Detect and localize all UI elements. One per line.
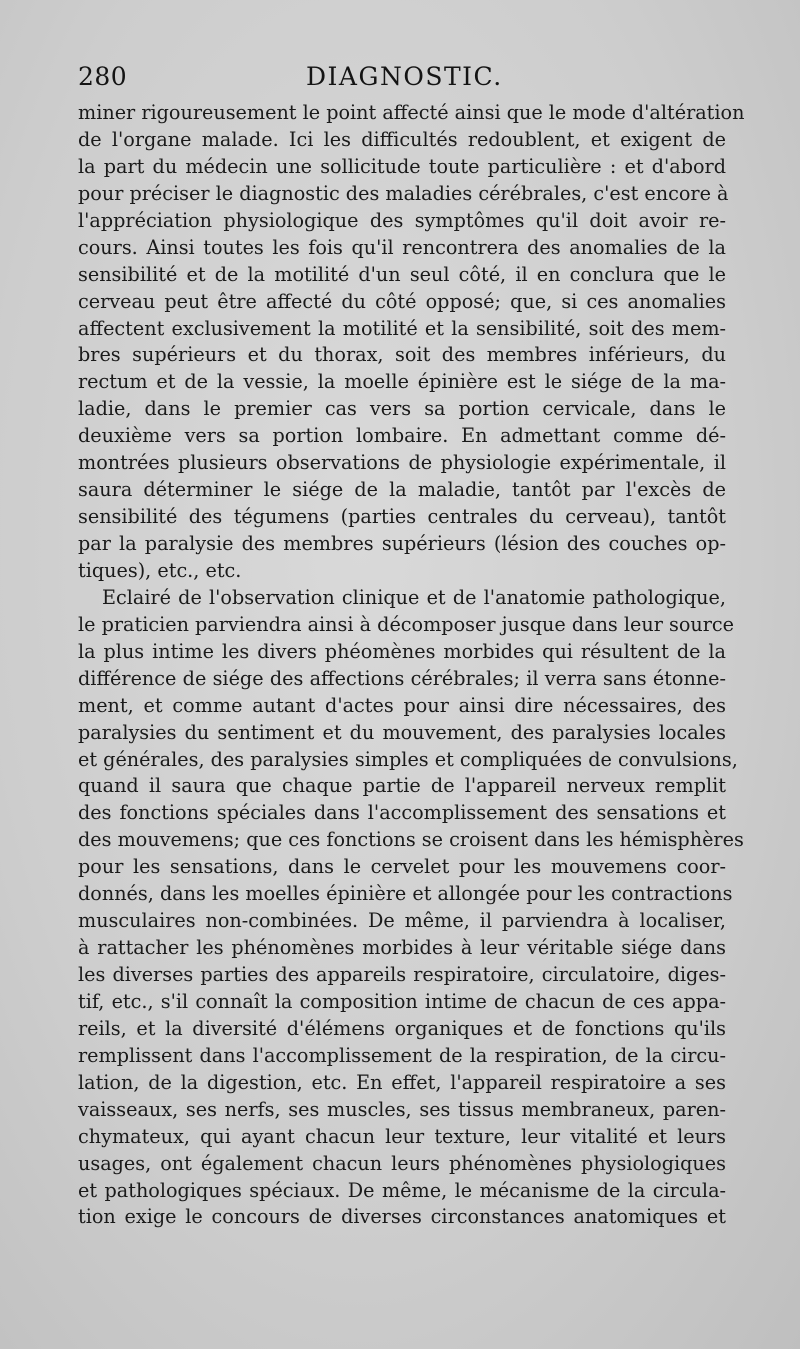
text-line: différence de siége des affections cérébrales; il verra sans étonne- xyxy=(78,666,726,690)
text-line: usages, ont également chacun leurs phénomènes physiologiques xyxy=(78,1151,726,1175)
text-line: de l'organe malade. Ici les difficultés redoublent, et exigent de xyxy=(78,127,726,151)
text-line: ladie, dans le premier cas vers sa portion cervicale, dans le xyxy=(78,397,726,421)
text-line: et pathologiques spéciaux. De même, le mécanisme de la circula- xyxy=(78,1178,726,1202)
text-line: des fonctions spéciales dans l'accomplissement des sensations et xyxy=(78,801,726,825)
text-line: sensibilité et de la motilité d'un seul côté, il en conclura que le xyxy=(78,262,726,286)
text-line: les diverses parties des appareils respiratoire, circulatoire, diges- xyxy=(78,963,726,986)
text-line: et générales, des paralysies simples et compliquées de convulsions, xyxy=(78,747,738,771)
text-line: montrées plusieurs observations de physiologie expérimentale, il xyxy=(78,451,726,475)
text-line: vaisseaux, ses nerfs, ses muscles, ses tissus membraneux, paren- xyxy=(78,1097,726,1121)
text-line: la part du médecin une sollicitude toute particulière : et d'abord xyxy=(78,154,726,178)
text-line: donnés, dans les moelles épinière et allongée pour les contractions xyxy=(78,882,733,906)
text-line: lation, de la digestion, etc. En effet, l'appareil respiratoire a ses xyxy=(78,1070,726,1094)
text-line: des mouvemens; que ces fonctions se croisent dans les hémisphères xyxy=(78,828,744,852)
text-line: tif, etc., s'il connaît la composition intime de chacun de ces appa- xyxy=(78,989,726,1013)
text-line: saura déterminer le siége de la maladie, tantôt par l'excès de xyxy=(78,478,726,502)
text-line: deuxième vers sa portion lombaire. En admettant comme dé- xyxy=(78,424,726,448)
body-text xyxy=(78,100,745,1231)
text-line: miner rigoureusement le point affecté ainsi que le mode d'altération xyxy=(78,101,745,124)
text-line: cours. Ainsi toutes les fois qu'il rencontrera des anomalies de la xyxy=(78,235,726,259)
text-line: le praticien parviendra ainsi à décomposer jusque dans leur source xyxy=(78,612,735,636)
running-head: DIAGNOSTIC. xyxy=(306,62,503,91)
text-line: tiques), etc., etc. xyxy=(78,558,242,582)
page-number: 280 xyxy=(78,62,128,91)
text-line: pour les sensations, dans le cervelet pour les mouvemens coor- xyxy=(78,855,726,879)
text-line: tion exige le concours de diverses circonstances anatomiques et xyxy=(78,1205,726,1229)
text-line: bres supérieurs et du thorax, soit des membres inférieurs, du xyxy=(78,343,726,367)
text-line: l'appréciation physiologique des symptômes qu'il doit avoir re- xyxy=(78,208,726,232)
page-header xyxy=(78,62,728,96)
text-line: sensibilité des tégumens (parties centrales du cerveau), tantôt xyxy=(78,505,726,529)
text-line: à rattacher les phénomènes morbides à leur véritable siége dans xyxy=(78,936,726,960)
text-line: quand il saura que chaque partie de l'appareil nerveux remplit xyxy=(78,774,726,798)
text-line: ment, et comme autant d'actes pour ainsi dire nécessaires, des xyxy=(78,693,726,717)
text-line: reils, et la diversité d'élémens organiques et de fonctions qu'ils xyxy=(78,1016,726,1040)
text-line: Eclairé de l'observation clinique et de l'anatomie pathologique, xyxy=(102,585,726,609)
text-line: pour préciser le diagnostic des maladies cérébrales, c'est encore à xyxy=(78,181,729,205)
text-line: affectent exclusivement la motilité et la sensibilité, soit des mem- xyxy=(78,316,726,340)
text-line: par la paralysie des membres supérieurs (lésion des couches op- xyxy=(78,532,726,555)
text-line: rectum et de la vessie, la moelle épinière est le siége de la ma- xyxy=(78,370,726,394)
text-line: la plus intime les divers phéomènes morbides qui résultent de la xyxy=(78,639,726,663)
text-line: remplissent dans l'accomplissement de la respiration, de la circu- xyxy=(78,1043,726,1067)
text-line: cerveau peut être affecté du côté opposé; que, si ces anomalies xyxy=(78,289,726,313)
text-line: chymateux, qui ayant chacun leur texture, leur vitalité et leurs xyxy=(78,1124,726,1148)
text-line: paralysies du sentiment et du mouvement, des paralysies locales xyxy=(78,720,726,744)
text-line: musculaires non-combinées. De même, il parviendra à localiser, xyxy=(78,909,726,933)
